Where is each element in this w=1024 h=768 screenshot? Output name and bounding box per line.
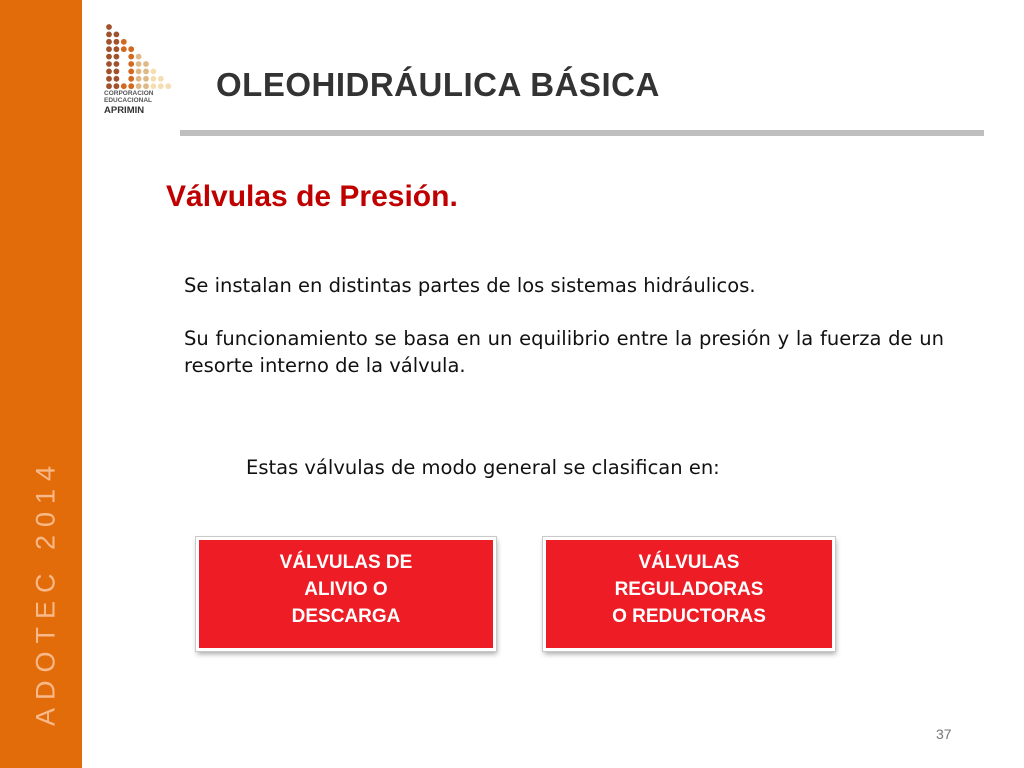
logo-dot (128, 54, 134, 60)
logo-dot (106, 76, 112, 82)
logo-dot (106, 83, 112, 89)
logo-dot (114, 32, 120, 38)
logo-dot (143, 83, 149, 89)
logo-dot (114, 69, 120, 75)
logo-dot (136, 61, 142, 67)
side-vertical-text: ADOTEC 2014 (30, 457, 61, 727)
logo-dot (114, 76, 120, 82)
relief-box-line3: DESCARGA (291, 605, 401, 627)
logo-dot (128, 61, 134, 67)
paragraph-2: Su funcionamiento se basa en un equilibrio entre la presión y la fuerza de un resorte interno de la válvula. (184, 327, 944, 377)
logo-dot (158, 76, 164, 82)
logo-dot (151, 83, 157, 89)
logo-dot (106, 24, 112, 30)
logo-text-line3: APRIMIN (104, 105, 145, 116)
logo-dot (106, 46, 112, 52)
relief-valve-box (196, 537, 496, 651)
logo-dot (143, 76, 149, 82)
logo-dot (106, 69, 112, 75)
logo-dot-triangle (104, 22, 176, 92)
logo-dot (136, 76, 142, 82)
logo-dot (128, 83, 134, 89)
relief-box-line1: VÁLVULAS DE (279, 551, 413, 573)
logo-dot (151, 69, 157, 75)
corporation-logo (104, 22, 176, 122)
slide-title: OLEOHIDRÁULICA BÁSICA (216, 66, 660, 103)
logo-dot (121, 39, 127, 45)
regulating-box-line1: VÁLVULAS (638, 551, 740, 573)
logo-dot (114, 39, 120, 45)
logo-dot (128, 46, 134, 52)
logo-dot (151, 76, 157, 82)
logo-dot (158, 83, 164, 89)
logo-dot (121, 83, 127, 89)
logo-dot (143, 61, 149, 67)
logo-dot (121, 46, 127, 52)
page-number: 37 (936, 726, 952, 742)
logo-dot (136, 83, 142, 89)
side-bar (0, 0, 82, 768)
logo-dot (136, 69, 142, 75)
logo-dot (114, 83, 120, 89)
regulating-valve-box (543, 537, 835, 651)
classification-intro: Estas válvulas de modo general se clasifican en: (246, 456, 720, 479)
logo-text-line2: EDUCACIONAL (104, 97, 153, 104)
title-divider (180, 130, 984, 136)
logo-dot (114, 54, 120, 60)
relief-box-line2: ALIVIO O (304, 578, 388, 600)
logo-dot (106, 61, 112, 67)
logo-dot (114, 46, 120, 52)
logo-dot (143, 69, 149, 75)
logo-dot (106, 32, 112, 38)
logo-dot (128, 69, 134, 75)
logo-dot (106, 39, 112, 45)
logo-dot (165, 83, 171, 89)
paragraph-1: Se instalan en distintas partes de los sistemas hidráulicos. (184, 274, 756, 297)
logo-dot (128, 76, 134, 82)
logo-dot (106, 54, 112, 60)
logo-dot (136, 54, 142, 60)
logo-text-line1: CORPORACION (104, 90, 154, 97)
regulating-box-line3: O REDUCTORAS (612, 605, 766, 627)
regulating-box-line2: REGULADORAS (614, 578, 764, 600)
logo-dot (114, 61, 120, 67)
section-title: Válvulas de Presión. (166, 180, 458, 213)
